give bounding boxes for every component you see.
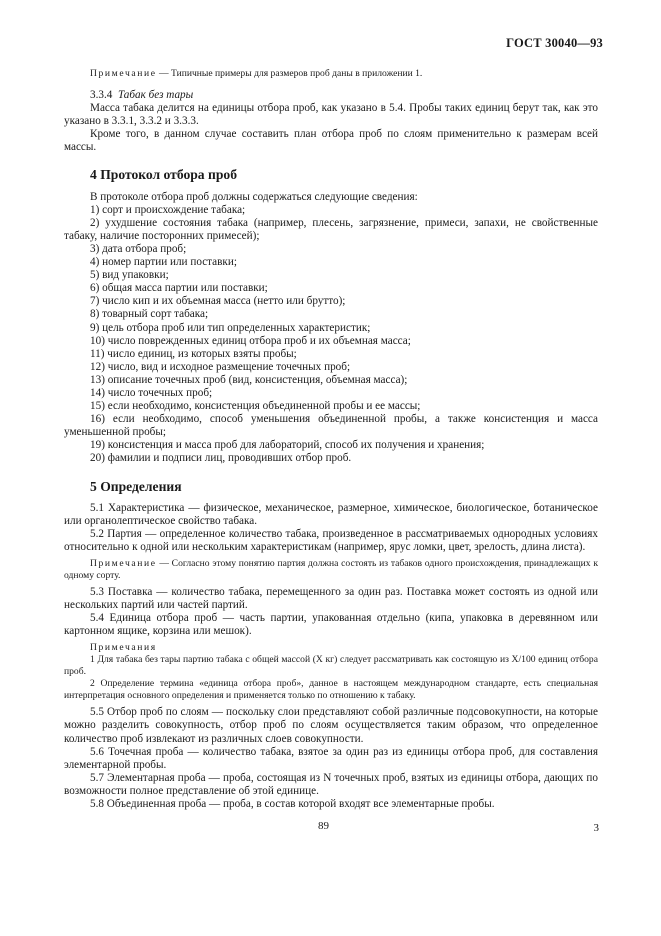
definition-5-3: 5.3 Поставка — количество табака, перемещенного за один раз. Поставка может состоять из одной или нескольких партий или частей партий. (64, 586, 598, 612)
list-item: 10) число поврежденных единиц отбора проб и их объемная масса; (90, 334, 411, 347)
definition-5-8: 5.8 Объединенная проба — проба, в состав которой входят все элементарные пробы. (90, 798, 495, 811)
list-item: 20) фамилии и подписи лиц, проводивших отбор проб. (90, 452, 352, 465)
definition-5-6: 5.6 Точечная проба — количество табака, взятое за один раз из единицы отбора проб, для составления элементарной пробы. (64, 745, 598, 771)
list-item: 13) описание точечных проб (вид, консистенция, объемная масса); (90, 373, 408, 386)
definition-5-2: 5.2 Партия — определенное количество табака, произведенное в рассматриваемых однородных условиях относительно к одной или нескольким характеристикам (например, ярус ломки, цвет, зрелость, длина листа). (64, 527, 598, 553)
list-item: 11) число единиц, из которых взяты пробы; (90, 347, 297, 360)
section-4-intro: В протоколе отбора проб должны содержаться следующие сведения: (90, 190, 418, 203)
clause-number: 3.3.4 (90, 89, 113, 101)
clause-3-3-4-text: Масса табака делится на единицы отбора проб, как указано в 5.4. Пробы таких единиц берут так, как это указано в 3.3.1, 3.3.2 и 3.3.3. (64, 102, 598, 128)
list-item: 1) сорт и происхождение табака; (90, 203, 246, 216)
note-5-4-1: 1 Для табака без тары партию табака с общей массой (X кг) следует рассматривать как состоящую из X/100 единиц отбора проб. (64, 654, 598, 678)
clause-title: Табак без тары (117, 89, 194, 101)
notes-label (64, 642, 598, 654)
clause-3-3-4-text-2: Кроме того, в данном случае составить план отбора проб по слоям применительно к размерам всей массы. (64, 128, 598, 154)
definition-5-1: 5.1 Характеристика — физическое, механическое, размерное, химическое, биологическое, ботаническое или органолептическое свойство табака. (64, 501, 598, 527)
definition-5-4: 5.4 Единица отбора проб — часть партии, упакованная отдельно (кипа, упаковка в деревянном или картонном ящике, корзина или мешок). (64, 612, 598, 638)
protocol-items-list (64, 204, 598, 466)
note-text: — Типичные примеры для размеров проб даны в приложении 1. (156, 68, 423, 79)
list-item: 15) если необходимо, консистенция объединенной пробы и ее массы; (90, 400, 421, 413)
standard-header: ГОСТ 30040—93 (506, 36, 603, 50)
notes-label-text: Примечания (90, 642, 157, 654)
note-label: Примечание (90, 558, 157, 569)
note-5-4-2: 2 Определение термина «единица отбора проб», данное в настоящем международном стандарте, есть специальная интерпретация основного определения и применяется только по отношению к табаку. (64, 678, 598, 702)
list-item: 8) товарный сорт табака; (90, 308, 209, 321)
list-item: 14) число точечных проб; (90, 386, 213, 399)
list-item: 6) общая масса партии или поставки; (90, 282, 268, 295)
list-item: 2) ухудшение состояния табака (например, плесень, загрязнение, примеси, запахи, не свойственные табаку, наличие посторонних примесей); (64, 216, 598, 242)
list-item: 3) дата отбора проб; (90, 242, 187, 255)
page-number-center: 89 (318, 820, 329, 832)
note-5-2 (64, 558, 598, 582)
list-item: 9) цель отбора проб или тип определенных характеристик; (90, 321, 371, 334)
section-5-heading: 5 Определения (90, 478, 182, 494)
list-item: 16) если необходимо, способ уменьшения объединенной пробы, а также консистенция и масса уменьшенной пробы; (64, 413, 598, 439)
page-content (64, 68, 598, 811)
definition-5-5: 5.5 Отбор проб по слоям — поскольку слои представляют собой различные подсовокупности, на которые можно разделить совокупность, отбор проб по слоям осуществляется таким образом, что определенное количество проб извлекают из различных слоев совокупности. (64, 706, 598, 745)
list-item: 7) число кип и их объемная масса (нетто или брутто); (90, 295, 346, 308)
page-number-right: 3 (593, 822, 599, 834)
note-sampling-examples (64, 68, 598, 80)
list-item: 19) консистенция и масса проб для лабораторий, способ их получения и хранения; (90, 439, 485, 452)
list-item: 5) вид упаковки; (90, 269, 169, 282)
note-label: Примечание (90, 68, 157, 79)
clause-3-3-4-title (64, 89, 598, 102)
section-4-heading: 4 Протокол отбора проб (90, 167, 237, 183)
list-item: 12) число, вид и исходное размещение точечных проб; (90, 360, 351, 373)
definition-5-7: 5.7 Элементарная проба — проба, состоящая из N точечных проб, взятых из единицы отбора, дающих по возможности полное представление об этой единице. (64, 771, 598, 797)
note-text: — Согласно этому понятию партия должна состоять из табаков одного происхождения, принадлежащих к одному сорту. (64, 558, 598, 581)
list-item: 4) номер партии или поставки; (90, 256, 237, 269)
